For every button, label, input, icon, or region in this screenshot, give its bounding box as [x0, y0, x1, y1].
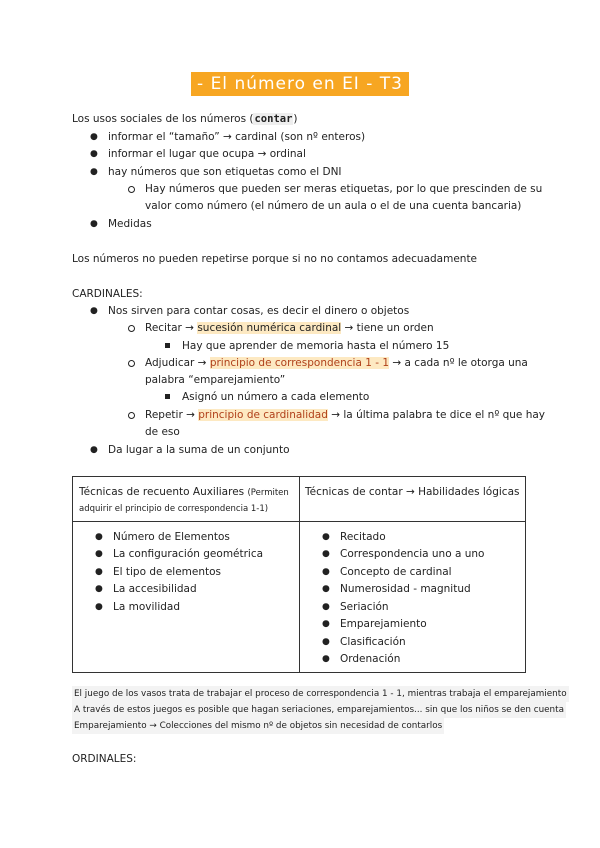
repetir-suffix: → la última palabra te dice el nº que hay	[327, 409, 546, 421]
usos-item-1: informar el “tamaño” → cardinal (son nº enteros)	[108, 131, 366, 143]
hollow-bullet-icon	[128, 325, 135, 332]
usos-intro	[72, 112, 298, 126]
tecnicas-table	[72, 476, 526, 673]
hollow-bullet-icon	[128, 186, 135, 193]
repetir-line-2: de eso	[145, 426, 180, 438]
bullet-icon: ●	[322, 549, 330, 559]
recitar-suffix: → tiene un orden	[341, 322, 434, 334]
repetir-prefix: Repetir →	[145, 409, 199, 421]
repetir-note: Los números no pueden repetirse porque si no no contamos adecuadamente	[72, 253, 478, 265]
bullet-icon: ●	[90, 132, 98, 142]
list-item: Número de Elementos	[113, 531, 230, 543]
left-body-cell	[73, 522, 300, 673]
bullet-icon: ●	[95, 549, 103, 559]
table-body-row	[73, 522, 526, 673]
left-header-paren-1: (Permiten	[247, 488, 289, 498]
hollow-bullet-icon	[128, 360, 135, 367]
usos-intro-suffix: )	[293, 113, 298, 125]
ordinales-heading: ORDINALES:	[72, 753, 137, 765]
usos-sub-line-2: valor como número (el número de un aula o el de una cuenta bancaria)	[145, 200, 522, 212]
list-item: Numerosidad - magnitud	[340, 583, 471, 595]
list-item: Concepto de cardinal	[340, 566, 452, 578]
recitar-sub: Hay que aprender de memoria hasta el número 15	[182, 340, 450, 352]
usos-intro-code: contar	[254, 113, 293, 125]
bullet-icon: ●	[322, 602, 330, 612]
bullet-icon: ●	[90, 167, 98, 177]
table-header-row	[73, 477, 526, 522]
left-header-main: Técnicas de recuento Auxiliares	[79, 486, 245, 498]
bullet-icon: ●	[322, 532, 330, 542]
list-item: La movilidad	[113, 601, 181, 613]
note-line-1: El juego de los vasos trata de trabajar el proceso de correspondencia 1 - 1, mientras trabaja el emparejamiento	[72, 686, 569, 702]
bullet-icon: ●	[95, 532, 103, 542]
bullet-icon: ●	[90, 445, 98, 455]
adjudicar-prefix: Adjudicar →	[145, 357, 210, 369]
bullet-icon: ●	[322, 619, 330, 629]
hollow-bullet-icon	[128, 412, 135, 419]
list-item: La accesibilidad	[113, 583, 197, 595]
list-item: Ordenación	[340, 653, 401, 665]
note-line-3: Emparejamiento → Colecciones del mismo nº de objetos sin necesidad de contarlos	[72, 718, 444, 734]
recitar-prefix: Recitar →	[145, 322, 198, 334]
repetir-highlight: principio de cardinalidad	[198, 409, 328, 421]
bullet-icon: ●	[90, 149, 98, 159]
recitar-line	[145, 321, 434, 335]
bullet-icon: ●	[95, 602, 103, 612]
list-item: La configuración geométrica	[113, 548, 264, 560]
adjudicar-line	[145, 356, 528, 370]
cardinales-item-1: Nos sirven para contar cosas, es decir el dinero o objetos	[108, 305, 410, 317]
right-header: Técnicas de contar → Habilidades lógicas	[305, 486, 520, 498]
list-item: Emparejamiento	[340, 618, 427, 630]
list-item: Recitado	[340, 531, 386, 543]
adjudicar-sub: Asignó un número a cada elemento	[182, 391, 370, 403]
square-bullet-icon	[165, 343, 170, 348]
right-header-cell	[300, 477, 526, 522]
list-item: El tipo de elementos	[113, 566, 222, 578]
right-body-cell	[300, 522, 526, 673]
document-title: - El número en EI - T3	[191, 72, 409, 96]
left-header-line-1	[79, 485, 289, 500]
adjudicar-suffix: → a cada nº le otorga una	[389, 357, 528, 369]
bullet-icon: ●	[322, 567, 330, 577]
recitar-highlight: sucesión numérica cardinal	[197, 322, 342, 334]
note-line-2: A través de estos juegos es posible que hagan seriaciones, emparejamientos... sin que los niños se den cuenta	[72, 702, 566, 718]
usos-intro-prefix: Los usos sociales de los números (	[72, 113, 254, 125]
cardinales-heading: CARDINALES:	[72, 288, 143, 300]
adjudicar-highlight: principio de correspondencia 1 - 1	[209, 357, 390, 369]
adjudicar-line-2: palabra “emparejamiento”	[145, 374, 286, 386]
bullet-icon: ●	[322, 584, 330, 594]
title-container	[0, 72, 600, 96]
bullet-icon: ●	[90, 306, 98, 316]
bullet-icon: ●	[90, 219, 98, 229]
repetir-line	[145, 408, 545, 422]
list-item: Correspondencia uno a uno	[340, 548, 485, 560]
bullet-icon: ●	[322, 654, 330, 664]
bullet-icon: ●	[95, 584, 103, 594]
usos-item-3: hay números que son etiquetas como el DNI	[108, 166, 342, 178]
bullet-icon: ●	[95, 567, 103, 577]
left-header-line-2: adquirir el principio de correspondencia 1-1)	[79, 504, 269, 514]
list-item: Clasificación	[340, 636, 406, 648]
left-header-cell	[73, 477, 300, 522]
usos-sub-line-1: Hay números que pueden ser meras etiquetas, por lo que prescinden de su	[145, 183, 543, 195]
cardinales-item-2: Da lugar a la suma de un conjunto	[108, 444, 290, 456]
list-item: Seriación	[340, 601, 389, 613]
usos-item-2: informar el lugar que ocupa → ordinal	[108, 148, 306, 160]
bullet-icon: ●	[322, 637, 330, 647]
square-bullet-icon	[165, 394, 170, 399]
usos-item-last: Medidas	[108, 218, 152, 230]
